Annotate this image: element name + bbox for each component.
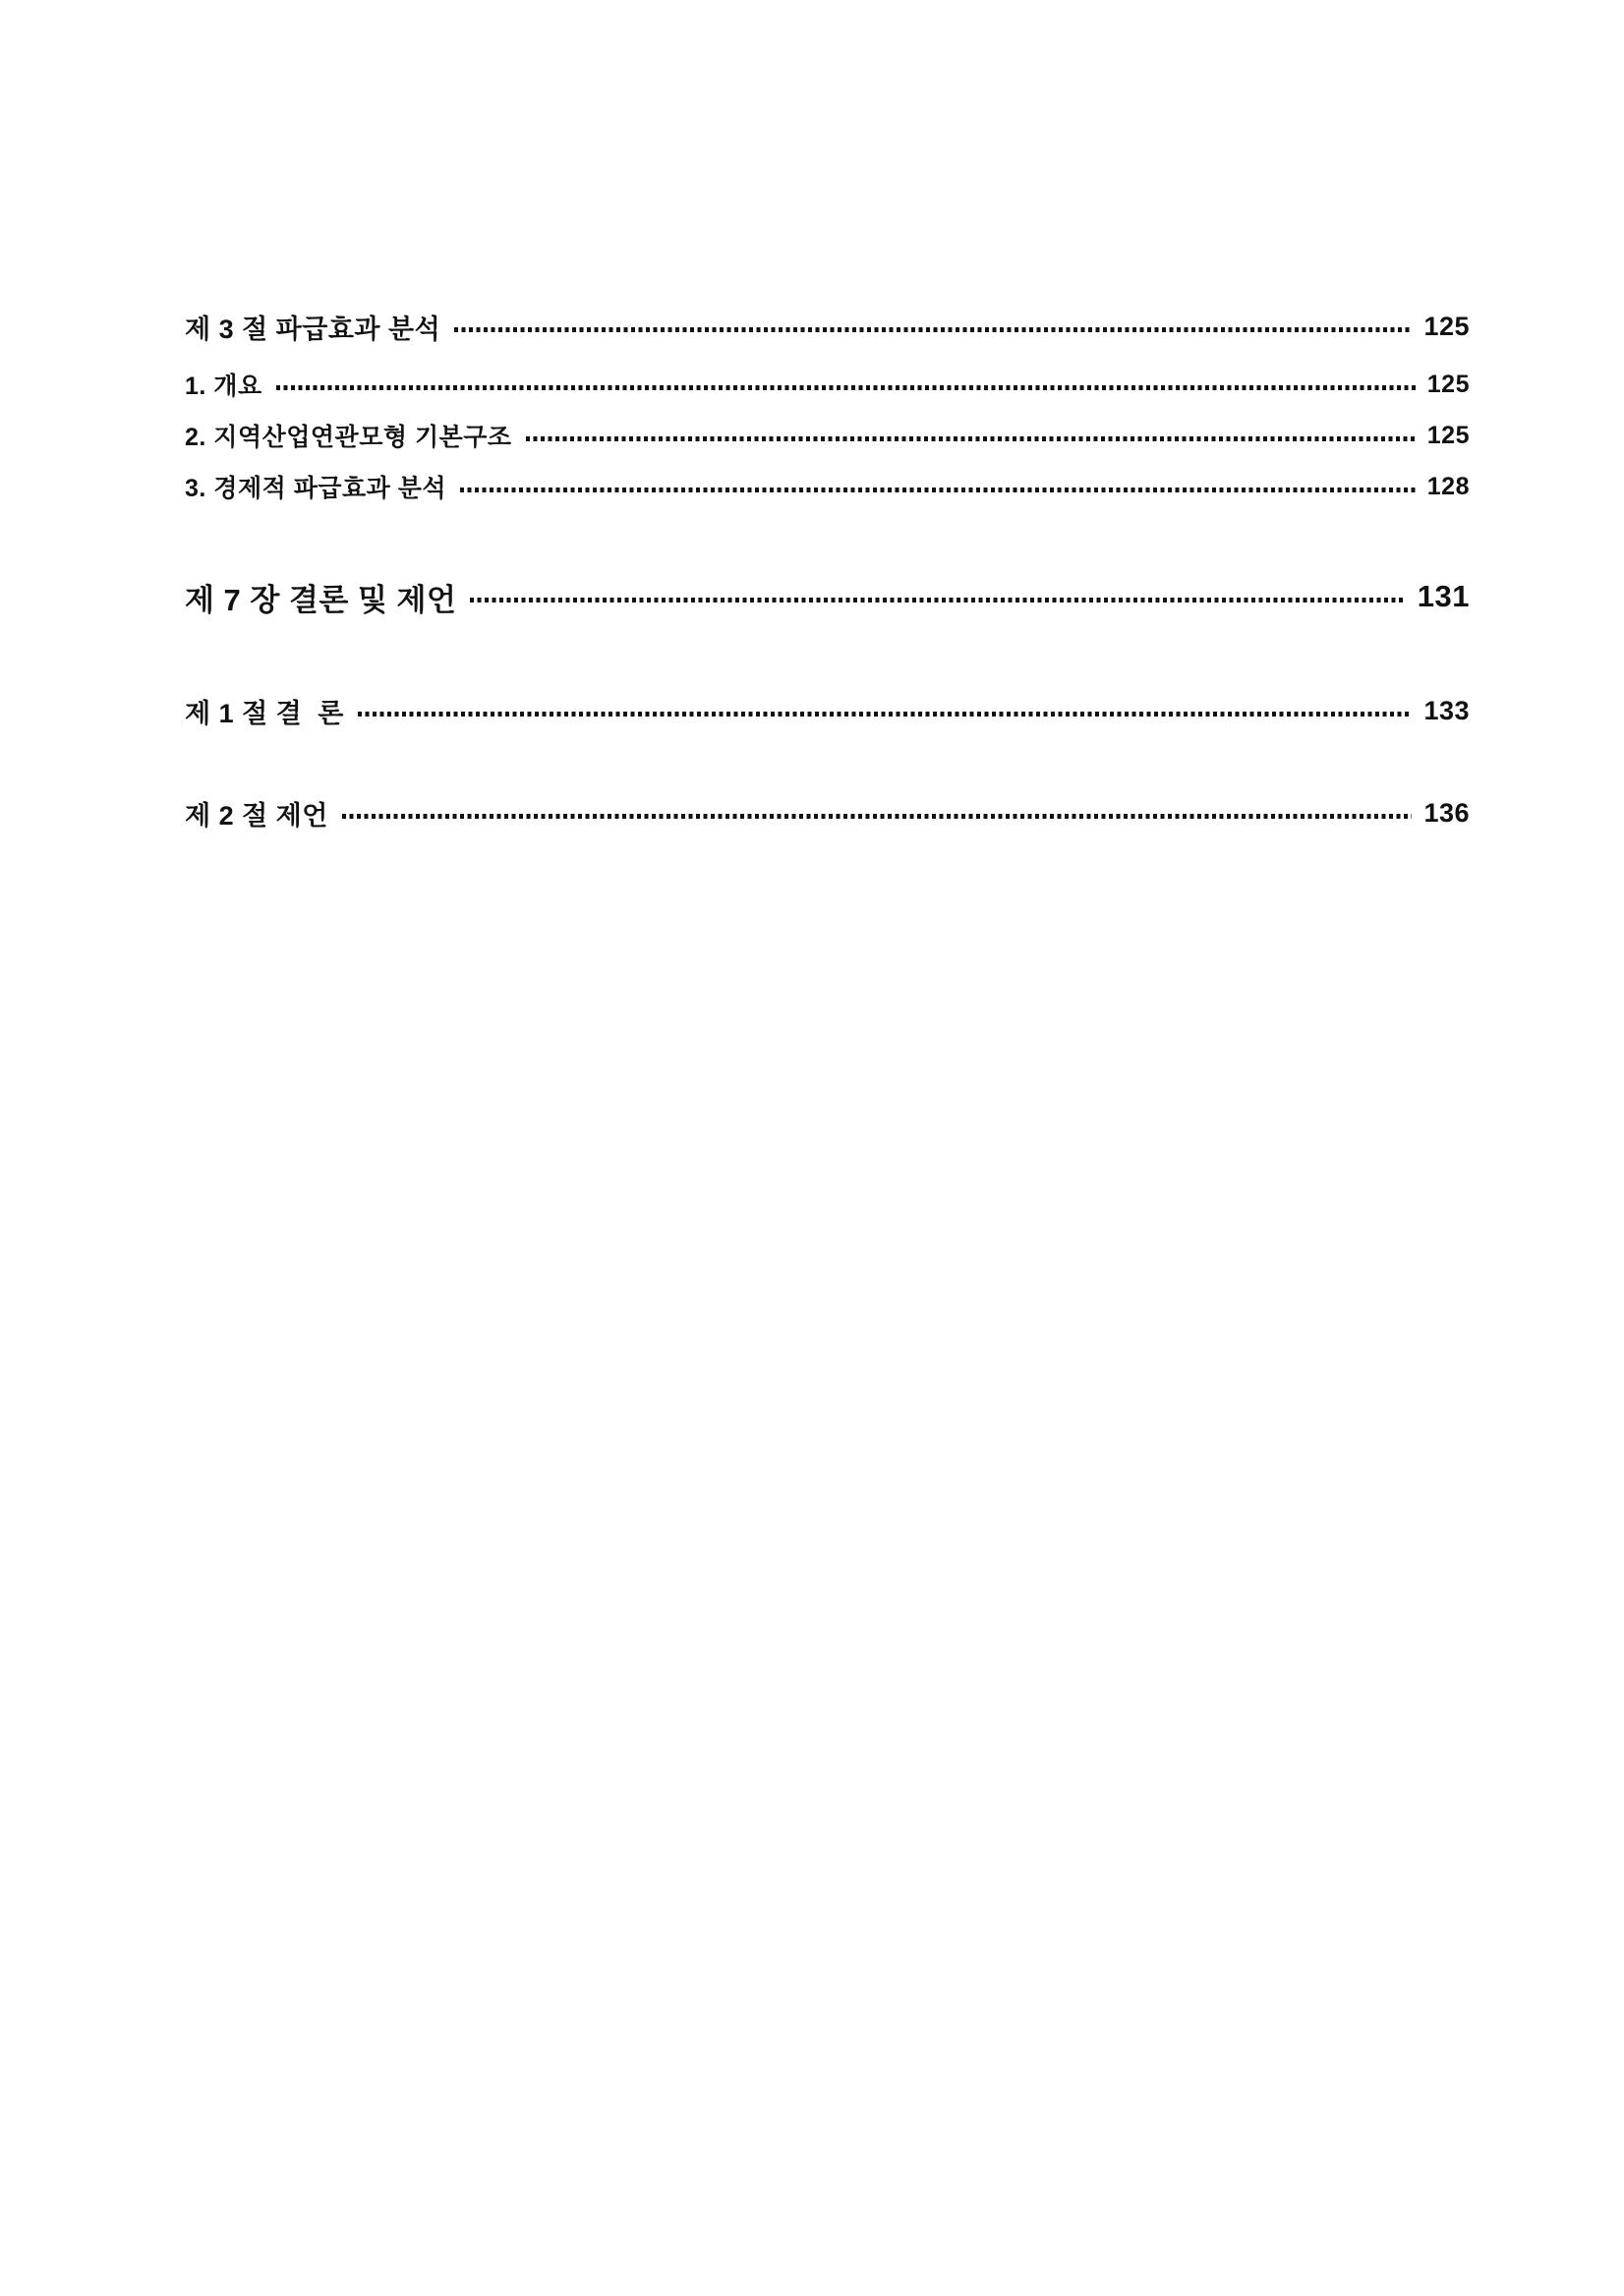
toc-entry (185, 369, 1470, 400)
toc-entry-label: 제 7 장 결론 및 제언 (185, 582, 457, 617)
toc-entry-page-number: 136 (1423, 797, 1470, 828)
toc-entry-label: 2. 지역산업연관모형 기본구조 (185, 424, 512, 451)
toc-entry (185, 471, 1470, 502)
dotted-leader (460, 488, 1416, 492)
dotted-leader (342, 814, 1413, 819)
toc-entry-page-number: 133 (1423, 695, 1470, 725)
toc-entry-label: 제 2 절 제언 (185, 800, 328, 831)
dotted-leader (526, 436, 1416, 441)
toc-entry (185, 577, 1470, 616)
toc-entry-label: 제 3 절 파급효과 분석 (185, 314, 441, 344)
dotted-leader (358, 712, 1413, 717)
toc-entry (185, 420, 1470, 451)
toc-entry (185, 693, 1470, 728)
toc-entry-page-number: 128 (1426, 472, 1470, 500)
toc-entry-page-number: 131 (1417, 579, 1470, 613)
toc-entry-label: 1. 개요 (185, 373, 262, 400)
toc-entry-page-number: 125 (1426, 370, 1470, 398)
toc-entry-label: 제 1 절 결 론 (185, 698, 344, 728)
dotted-leader (454, 327, 1412, 332)
dotted-leader (276, 385, 1416, 390)
toc-entry (185, 795, 1470, 831)
toc-entry-page-number: 125 (1426, 421, 1470, 449)
dotted-leader (470, 598, 1405, 603)
toc-entry-label: 3. 경제적 파급효과 분석 (185, 475, 447, 502)
toc-entry (185, 309, 1470, 344)
table-of-contents (185, 309, 1470, 831)
toc-entry-page-number: 125 (1423, 311, 1470, 341)
